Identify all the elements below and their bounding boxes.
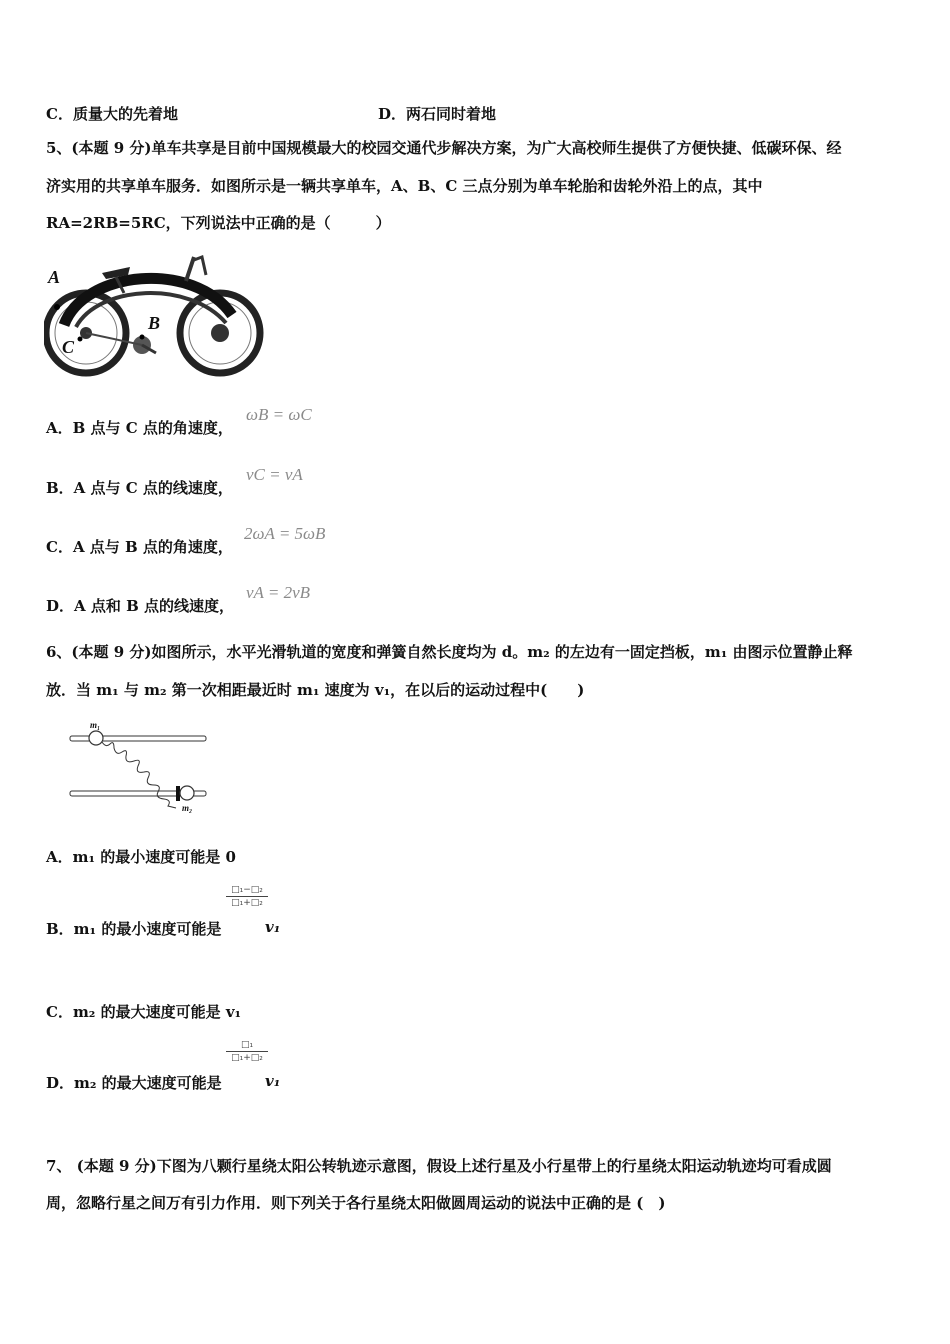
q6-option-b-fraction [226,885,268,908]
q6-option-b-v1: v₁ [265,918,281,936]
q5-option-a-formula: ωB = ωC [246,405,312,424]
q5-option-b-formula: vC = vA [246,465,303,484]
m2-label: m₂ [182,803,193,813]
q5-option-b: B．A 点与 C 点的线速度， [46,479,233,497]
q7-stem-line-1: 7、 (本题 9 分)下图为八颗行星绕太阳公转轨迹示意图，假设上述行星及小行星带上的行星绕太阳运动轨迹均可看成圆 [46,1157,832,1175]
spring-rail-figure [66,716,216,816]
bicycle-figure [44,255,264,380]
point-b-label: B [148,313,161,333]
q5-option-a: A．B 点与 C 点的角速度， [46,419,233,437]
q5-stem-line-3: RA=2RB=5RC，下列说法中正确的是（ ） [46,214,391,232]
fraction-bar [226,1051,268,1052]
q5-stem-line-1: 5、(本题 9 分)单车共享是目前中国规模最大的校园交通代步解决方案，为广大高校师生提供了方便快捷、低碳环保、经 [46,139,842,157]
q6-stem-line-2: 放．当 m₁ 与 m₂ 第一次相距最近时 m₁ 速度为 v₁，在以后的运动过程中( ) [46,681,585,699]
q6-option-d-numerator: □₁ [240,1040,254,1050]
q6-option-b-numerator: □₁−□₂ [231,885,263,895]
q6-option-d-denominator: □₁+□₂ [231,1053,263,1063]
q6-option-a: A．m₁ 的最小速度可能是 0 [46,848,236,866]
q6-option-b: B．m₁ 的最小速度可能是 [46,920,222,938]
m1-label: m₁ [90,720,101,730]
q4-option-d: D．两石同时着地 [378,105,497,123]
point-c-label: C [62,337,75,357]
q6-option-d: D．m₂ 的最大速度可能是 [46,1074,222,1092]
q5-option-d-formula: vA = 2vB [246,583,311,602]
point-a-label: A [48,267,61,287]
q6-option-d-v1: v₁ [265,1072,281,1090]
q5-option-d: D．A 点和 B 点的线速度， [46,597,234,615]
fraction-bar [226,896,268,897]
q7-stem-line-2: 周，忽略行星之间万有引力作用．则下列关于各行星绕太阳做圆周运动的说法中正确的是 ( ) [46,1194,666,1212]
q5-stem-line-2: 济实用的共享单车服务．如图所示是一辆共享单车，A、B、C 三点分别为单车轮胎和齿轮外沿上的点，其中 [46,177,763,195]
q5-option-c: C．A 点与 B 点的角速度， [46,538,233,556]
q5-option-c-formula: 2ωA = 5ωB [244,524,326,543]
q6-option-d-fraction [226,1040,268,1063]
q6-option-c: C．m₂ 的最大速度可能是 v₁ [46,1003,242,1021]
q6-option-b-denominator: □₁+□₂ [231,898,263,908]
q6-stem-line-1: 6、(本题 9 分)如图所示，水平光滑轨道的宽度和弹簧自然长度均为 d。m₂ 的左边有一固定挡板，m₁ 由图示位置静止释 [46,643,853,661]
q4-option-c: C．质量大的先着地 [46,105,178,123]
